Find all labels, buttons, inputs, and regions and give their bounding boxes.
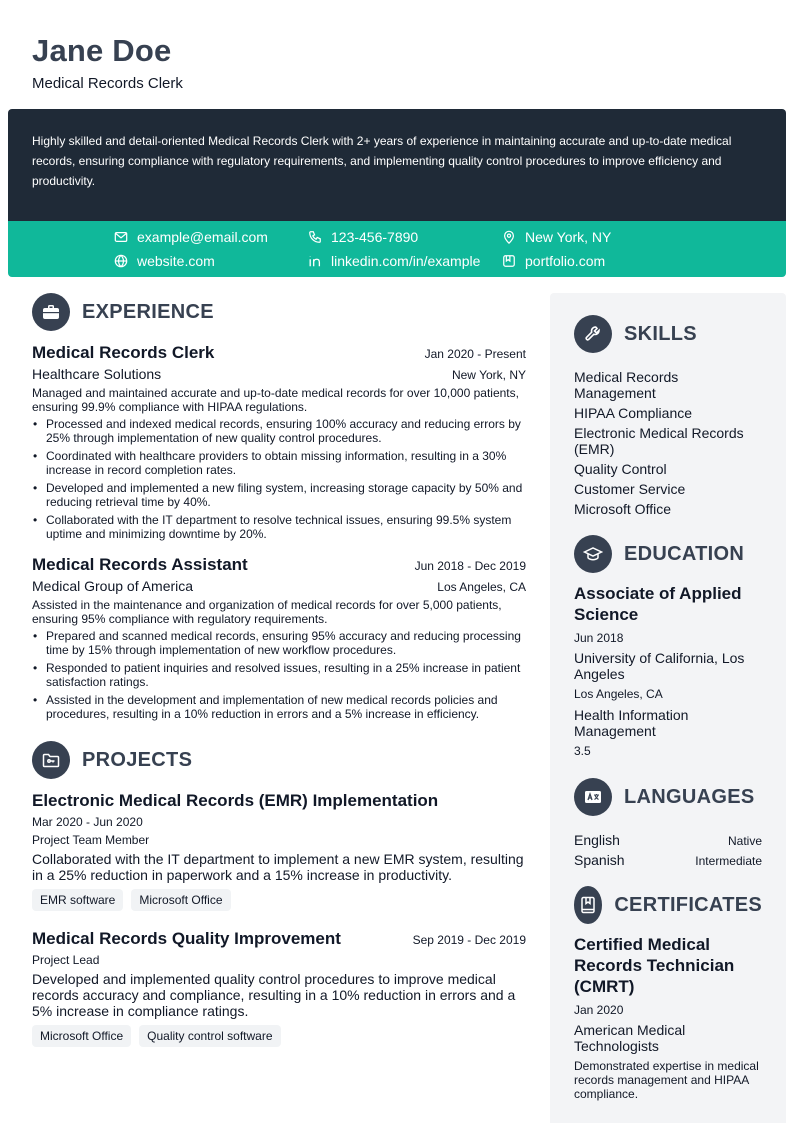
skills-heading [574, 315, 762, 353]
project-tags [32, 1025, 526, 1047]
certificate-date: Jan 2020 [574, 1003, 624, 1017]
education-field: Health Information Management [574, 707, 689, 739]
language-row [574, 832, 762, 848]
job-dates: Jan 2020 - Present [424, 347, 526, 361]
project-entry [32, 929, 526, 1047]
education-date: Jun 2018 [574, 631, 624, 645]
job-title: Medical Records Clerk [32, 343, 215, 362]
folder-icon [32, 741, 70, 779]
briefcase-icon [32, 293, 70, 331]
skill-item: Medical Records Management [574, 369, 679, 401]
phone-icon [308, 230, 322, 244]
job-entry [32, 555, 526, 721]
job-dates: Jun 2018 - Dec 2019 [414, 559, 526, 573]
project-tag: EMR software [32, 889, 123, 911]
job-bullets [32, 417, 526, 541]
language-row [574, 852, 762, 868]
project-title: Electronic Medical Records (EMR) Implementation [32, 791, 439, 810]
education-location: Los Angeles, CA [574, 687, 663, 701]
resume-header [32, 34, 183, 92]
job-bullet: • Responded to patient inquiries and resolved issues, resulting in a 25% increase in patient satisfaction ratings. [32, 661, 526, 689]
education-degree: Associate of Applied Science [574, 584, 742, 624]
portfolio-icon [502, 254, 516, 268]
project-tag: Microsoft Office [32, 1025, 131, 1047]
language-name: English [574, 832, 620, 848]
portfolio-text: portfolio.com [525, 253, 606, 269]
job-bullet: • Assisted in the development and implementation of new medical records policies and procedures, resulting in a 10% reduction in errors and a 5% increase in efficiency. [32, 693, 526, 721]
linkedin-icon [308, 254, 322, 268]
language-name: Spanish [574, 852, 625, 868]
translate-icon [574, 778, 612, 816]
job-bullet: • Prepared and scanned medical records, ensuring 95% accuracy and reducing processing time by 15% through implementation of new workflow procedures. [32, 629, 526, 657]
linkedin-text: linkedin.com/in/example [331, 253, 481, 269]
job-description: Managed and maintained accurate and up-to-date medical records for over 10,000 patients, ensuring 99.9% compliance with HIPAA regulations. [32, 386, 519, 414]
certificate-issuer: American Medical Technologists [574, 1022, 686, 1054]
contact-location [502, 229, 611, 245]
languages-title: LANGUAGES [624, 785, 755, 808]
contact-phone[interactable] [308, 229, 418, 245]
languages-list [574, 832, 762, 868]
skill-item: Microsoft Office [574, 501, 671, 517]
job-company: Medical Group of America [32, 578, 194, 594]
job-location: Los Angeles, CA [437, 580, 526, 594]
skills-list [574, 369, 762, 517]
sidebar [550, 293, 786, 1123]
skill-item: Electronic Medical Records (EMR) [574, 425, 744, 457]
job-bullet: • Coordinated with healthcare providers to obtain missing information, resulting in a 30% increase in record completion rates. [32, 449, 526, 477]
language-level: Intermediate [695, 854, 762, 868]
language-level: Native [727, 834, 762, 848]
job-location: New York, NY [451, 368, 526, 382]
project-tag: Microsoft Office [131, 889, 230, 911]
job-bullet: • Collaborated with the IT department to resolve technical issues, ensuring 99.5% system uptime and minimizing downtime by 20%. [32, 513, 526, 541]
skill-item: Customer Service [574, 481, 686, 497]
summary-block [8, 109, 786, 221]
wrench-icon [574, 315, 612, 353]
email-text: example@email.com [137, 229, 268, 245]
experience-heading [32, 293, 526, 331]
main-column [32, 293, 526, 1047]
certificates-title: CERTIFICATES [614, 893, 762, 916]
candidate-name: Jane Doe [32, 33, 172, 68]
experience-title: EXPERIENCE [82, 300, 214, 323]
map-pin-icon [502, 230, 516, 244]
education-title: EDUCATION [624, 542, 745, 565]
projects-heading [32, 741, 526, 779]
project-dates: Sep 2019 - Dec 2019 [412, 933, 526, 947]
contact-bar [8, 221, 786, 277]
phone-text: 123-456-7890 [331, 229, 419, 245]
project-tag: Quality control software [139, 1025, 280, 1047]
education-gpa: 3.5 [574, 744, 591, 758]
project-role: Project Lead [32, 953, 100, 967]
candidate-title: Medical Records Clerk [32, 75, 183, 92]
job-entry [32, 343, 526, 541]
contact-linkedin[interactable] [308, 253, 480, 269]
project-description: Collaborated with the IT department to implement a new EMR system, resulting in a 25% reduction in paperwork and a 15% increase in productivity. [32, 851, 524, 883]
project-entry [32, 791, 526, 911]
project-dates: Mar 2020 - Jun 2020 [32, 815, 143, 829]
certificate-description: Demonstrated expertise in medical records management and HIPAA compliance. [574, 1059, 759, 1101]
website-text: website.com [137, 253, 215, 269]
contact-portfolio[interactable] [502, 253, 605, 269]
job-bullets [32, 629, 526, 721]
languages-heading [574, 778, 762, 816]
skill-item: HIPAA Compliance [574, 405, 693, 421]
project-title: Medical Records Quality Improvement [32, 929, 341, 948]
contact-website[interactable] [114, 253, 215, 269]
book-icon [574, 886, 602, 924]
summary-text: Highly skilled and detail-oriented Medical Records Clerk with 2+ years of experience in maintaining accurate and up-to-date medical records, ensuring compliance with regulatory requirements, and implementing quality control procedures to improve efficiency and productivity. [32, 134, 732, 188]
skill-item: Quality Control [574, 461, 667, 477]
certificates-heading [574, 886, 762, 924]
job-bullet: • Processed and indexed medical records, ensuring 100% accuracy and reducing errors by 25% through implementation of new quality control procedures. [32, 417, 526, 445]
projects-title: PROJECTS [82, 748, 193, 771]
project-role: Project Team Member [32, 833, 150, 847]
job-bullet: • Developed and implemented a new filing system, increasing storage capacity by 50% and reducing retrieval time by 40%. [32, 481, 526, 509]
envelope-icon [114, 230, 128, 244]
education-heading [574, 535, 762, 573]
job-description: Assisted in the maintenance and organization of medical records for over 5,000 patients, ensuring 95% compliance with regulatory requirements. [32, 598, 502, 626]
job-company: Healthcare Solutions [32, 366, 162, 382]
certificate-name: Certified Medical Records Technician (CMRT) [574, 935, 735, 996]
graduation-cap-icon [574, 535, 612, 573]
job-title: Medical Records Assistant [32, 555, 248, 574]
contact-email[interactable] [114, 229, 268, 245]
location-text: New York, NY [525, 229, 612, 245]
globe-icon [114, 254, 128, 268]
education-school: University of California, Los Angeles [574, 650, 745, 682]
project-tags [32, 889, 526, 911]
project-description: Developed and implemented quality control procedures to improve medical records accuracy and compliance, resulting in a 10% reduction in errors and a 5% increase in compliance ratings. [32, 971, 516, 1019]
skills-title: SKILLS [624, 322, 697, 345]
